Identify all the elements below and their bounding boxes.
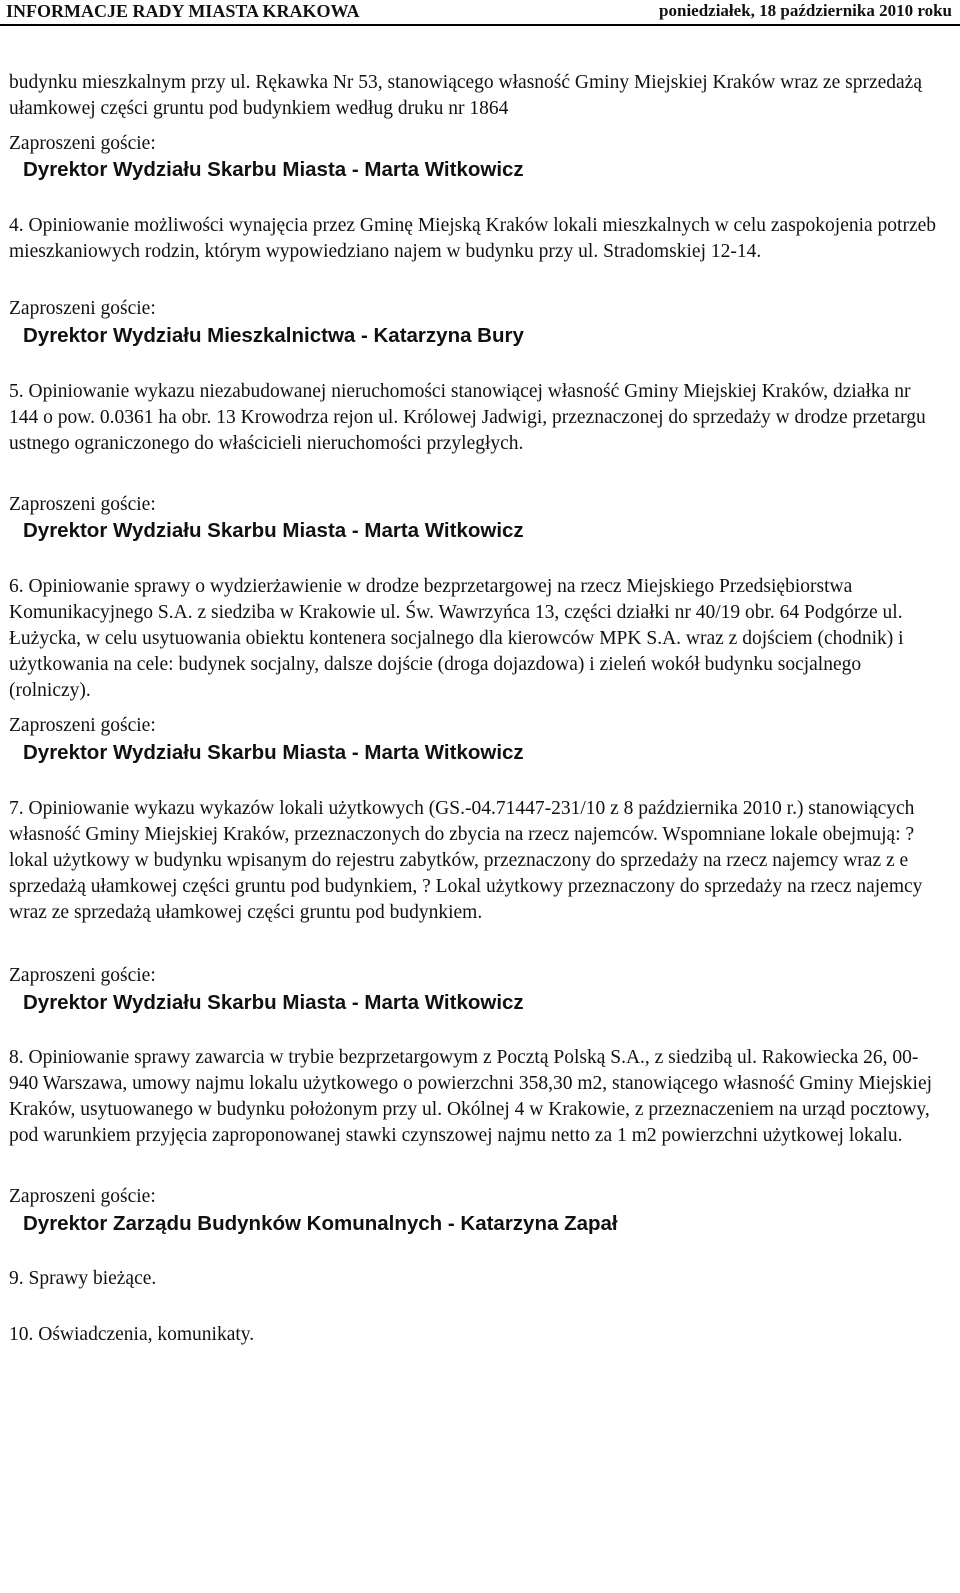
invited-guest: Dyrektor Wydziału Mieszkalnictwa - Katarzyna Bury [23,324,524,347]
invited-guest: Dyrektor Wydziału Skarbu Miasta - Marta Witkowicz [23,991,524,1014]
guest-label: Zaproszeni goście: [9,1186,156,1207]
agenda-item-4-text: 4. Opiniowanie możliwości wynajęcia przez Gminę Miejską Kraków lokali mieszkalnych w celu zaspokojenia potrzeb mieszkaniowych rodzin, którym wypowiedziano najem w budynku przy ul. Stradomskiej 12-14. [9,215,937,262]
invited-guest: Dyrektor Zarządu Budynków Komunalnych - Katarzyna Zapał [23,1212,618,1235]
agenda-item-8-text: 8. Opiniowanie sprawy zawarcia w trybie bezprzetargowym z Pocztą Polską S.A., z siedzibą ul. Rakowiecka 26, 00-940 Warszawa, umowy najmu lokalu użytkowego o powierzchni 358,30 m2, stanowiącego własność Gminy Miejskiej Kraków, usytuowanego w budynku położonym przy ul. Okólnej 4 w Krakowie, z przeznaczeniem na urząd pocztowy, pod warunkiem przyjęcia zaproponowanej stawki czynszowej najmu netto za 1 m2 powierzchni użytkowej lokalu. [9,1047,933,1146]
header-title: INFORMACJE RADY MIASTA KRAKOWA [6,1,360,21]
agenda-item-7-text: 7. Opiniowanie wykazu wykazów lokali użytkowych (GS.-04.71447-231/10 z 8 października 2010 r.) stanowiących własność Gminy Miejskiej Kraków, przeznaczonych do zbycia na rzecz najemców. Wspomniane lokale obejmują: ? lokal użytkowy w budynku wpisanym do rejestru zabytków, przeznaczony do sprzedaży na rzecz najemcy wraz z e sprzedażą ułamkowej części gruntu pod budynkiem, ? Lokal użytkowy przeznaczony do sprzedaży na rzecz najemcy wraz ze sprzedażą ułamkowej części gruntu pod budynkiem. [9,798,923,923]
agenda-item-9-text: 9. Sprawy bieżące. [9,1268,157,1289]
invited-guest: Dyrektor Wydziału Skarbu Miasta - Marta Witkowicz [23,519,524,542]
header-date: poniedziałek, 18 października 2010 roku [659,1,952,20]
guest-label: Zaproszeni goście: [9,965,156,986]
agenda-item-10-text: 10. Oświadczenia, komunikaty. [9,1324,255,1345]
invited-guest: Dyrektor Wydziału Skarbu Miasta - Marta Witkowicz [23,158,524,181]
guest-label: Zaproszeni goście: [9,494,156,515]
guest-label: Zaproszeni goście: [9,133,156,154]
agenda-item-6-text: 6. Opiniowanie sprawy o wydzierżawienie w drodze bezprzetargowej na rzecz Miejskiego Przedsiębiorstwa Komunikacyjnego S.A. z siedziba w Krakowie ul. Św. Wawrzyńca 13, części działki nr 40/19 obr. 64 Podgórze ul. Łużycka, w celu usytuowania obiektu kontenera socjalnego dla kierowców MPK S.A. wraz z dojściem (chodnik) i użytkowania na cele: budynek socjalny, dalsze dojście (droga dojazdowa) i zieleń wokół budynku socjalnego (rolniczy). [9,576,904,701]
agenda-item-3-text: budynku mieszkalnym przy ul. Rękawka Nr 53, stanowiącego własność Gminy Miejskiej Kraków wraz ze sprzedażą ułamkowej części gruntu pod budynkiem według druku nr 1864 [9,72,922,119]
guest-label: Zaproszeni goście: [9,715,156,736]
page-header [0,0,960,26]
invited-guest: Dyrektor Wydziału Skarbu Miasta - Marta Witkowicz [23,741,524,764]
guest-label: Zaproszeni goście: [9,298,156,319]
agenda-item-5-text: 5. Opiniowanie wykazu niezabudowanej nieruchomości stanowiącej własność Gminy Miejskiej Kraków, działka nr 144 o pow. 0.0361 ha obr. 13 Krowodrza rejon ul. Królowej Jadwigi, przeznaczonej do sprzedaży w drodze przetargu ustnego ograniczonego do właścicieli nieruchomości przyległych. [9,381,926,454]
